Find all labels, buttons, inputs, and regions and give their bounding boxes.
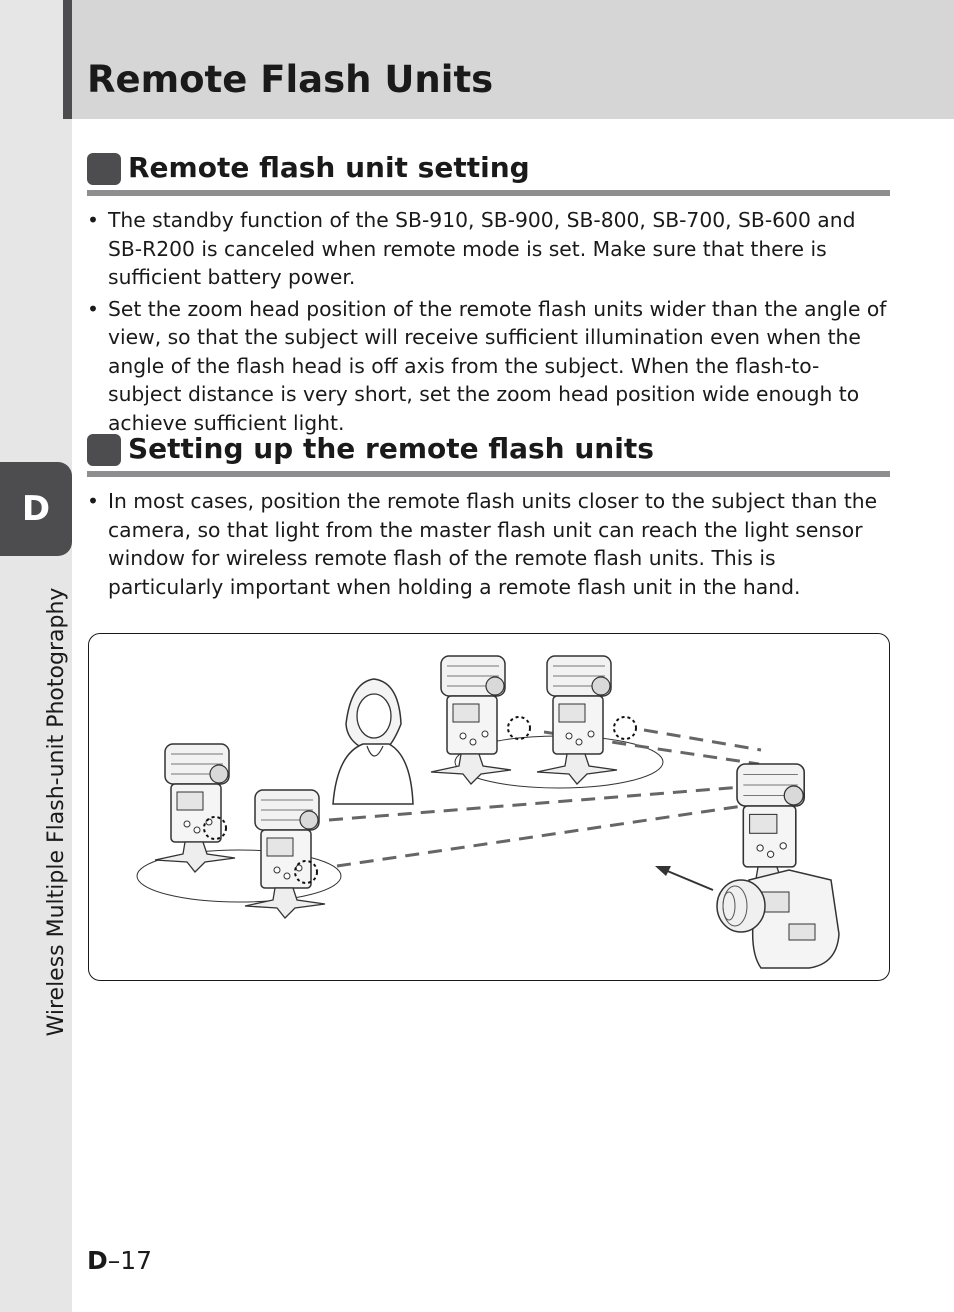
bullet-icon: • bbox=[87, 489, 99, 513]
bullet-text: The standby function of the SB-910, SB-900, SB-800, SB-700, SB-600 and SB-R200 is canceled when remote mode is set. Make sure that there is sufficient battery power. bbox=[108, 208, 856, 289]
page-number bbox=[87, 1246, 152, 1275]
page-number-letter: D bbox=[87, 1246, 108, 1275]
bullet-list-remote-flash-setting bbox=[87, 206, 887, 440]
remote-flash-icon bbox=[537, 656, 636, 784]
subject-person-icon bbox=[333, 679, 413, 804]
section-heading-label: Remote flash unit setting bbox=[128, 151, 530, 184]
illustration-frame bbox=[88, 633, 890, 981]
chapter-tab[interactable] bbox=[0, 462, 72, 556]
bullet-text: Set the zoom head position of the remote flash units wider than the angle of view, so that the subject will receive sufficient illumination even when the angle of the flash head is off axis from the subject. When the flash-to-subject distance is very short, set the zoom head position wide enough to achieve sufficient light. bbox=[108, 296, 887, 435]
section-marker-icon bbox=[87, 153, 121, 185]
chapter-letter: D bbox=[21, 489, 51, 529]
bullet-icon: • bbox=[87, 208, 99, 232]
bullet-text: In most cases, position the remote flash units closer to the subject than the camera, so that light from the master flash unit can reach the light sensor window for wireless remote flash of the remote flash units. This is particularly important when holding a remote flash unit in the hand. bbox=[108, 489, 878, 599]
section-heading-remote-flash-setting bbox=[87, 150, 890, 196]
camera-icon bbox=[717, 870, 839, 968]
list-item bbox=[87, 295, 887, 438]
chapter-name: Wireless Multiple Flash-unit Photography bbox=[44, 587, 69, 1037]
page-number-value: –17 bbox=[107, 1246, 153, 1275]
direction-arrow-icon bbox=[655, 866, 713, 890]
remote-flash-diagram bbox=[89, 634, 891, 982]
remote-flash-icon bbox=[431, 656, 530, 784]
page-title: Remote Flash Units bbox=[87, 58, 494, 101]
section-marker-icon bbox=[87, 434, 121, 466]
section-heading-setting-up bbox=[87, 431, 890, 477]
bullet-list-setting-up bbox=[87, 487, 887, 604]
list-item bbox=[87, 487, 887, 601]
bullet-icon: • bbox=[87, 296, 99, 321]
remote-flash-icon bbox=[155, 744, 235, 872]
remote-flash-icon bbox=[245, 790, 325, 918]
section-heading-label: Setting up the remote flash units bbox=[128, 432, 654, 465]
list-item bbox=[87, 206, 887, 292]
